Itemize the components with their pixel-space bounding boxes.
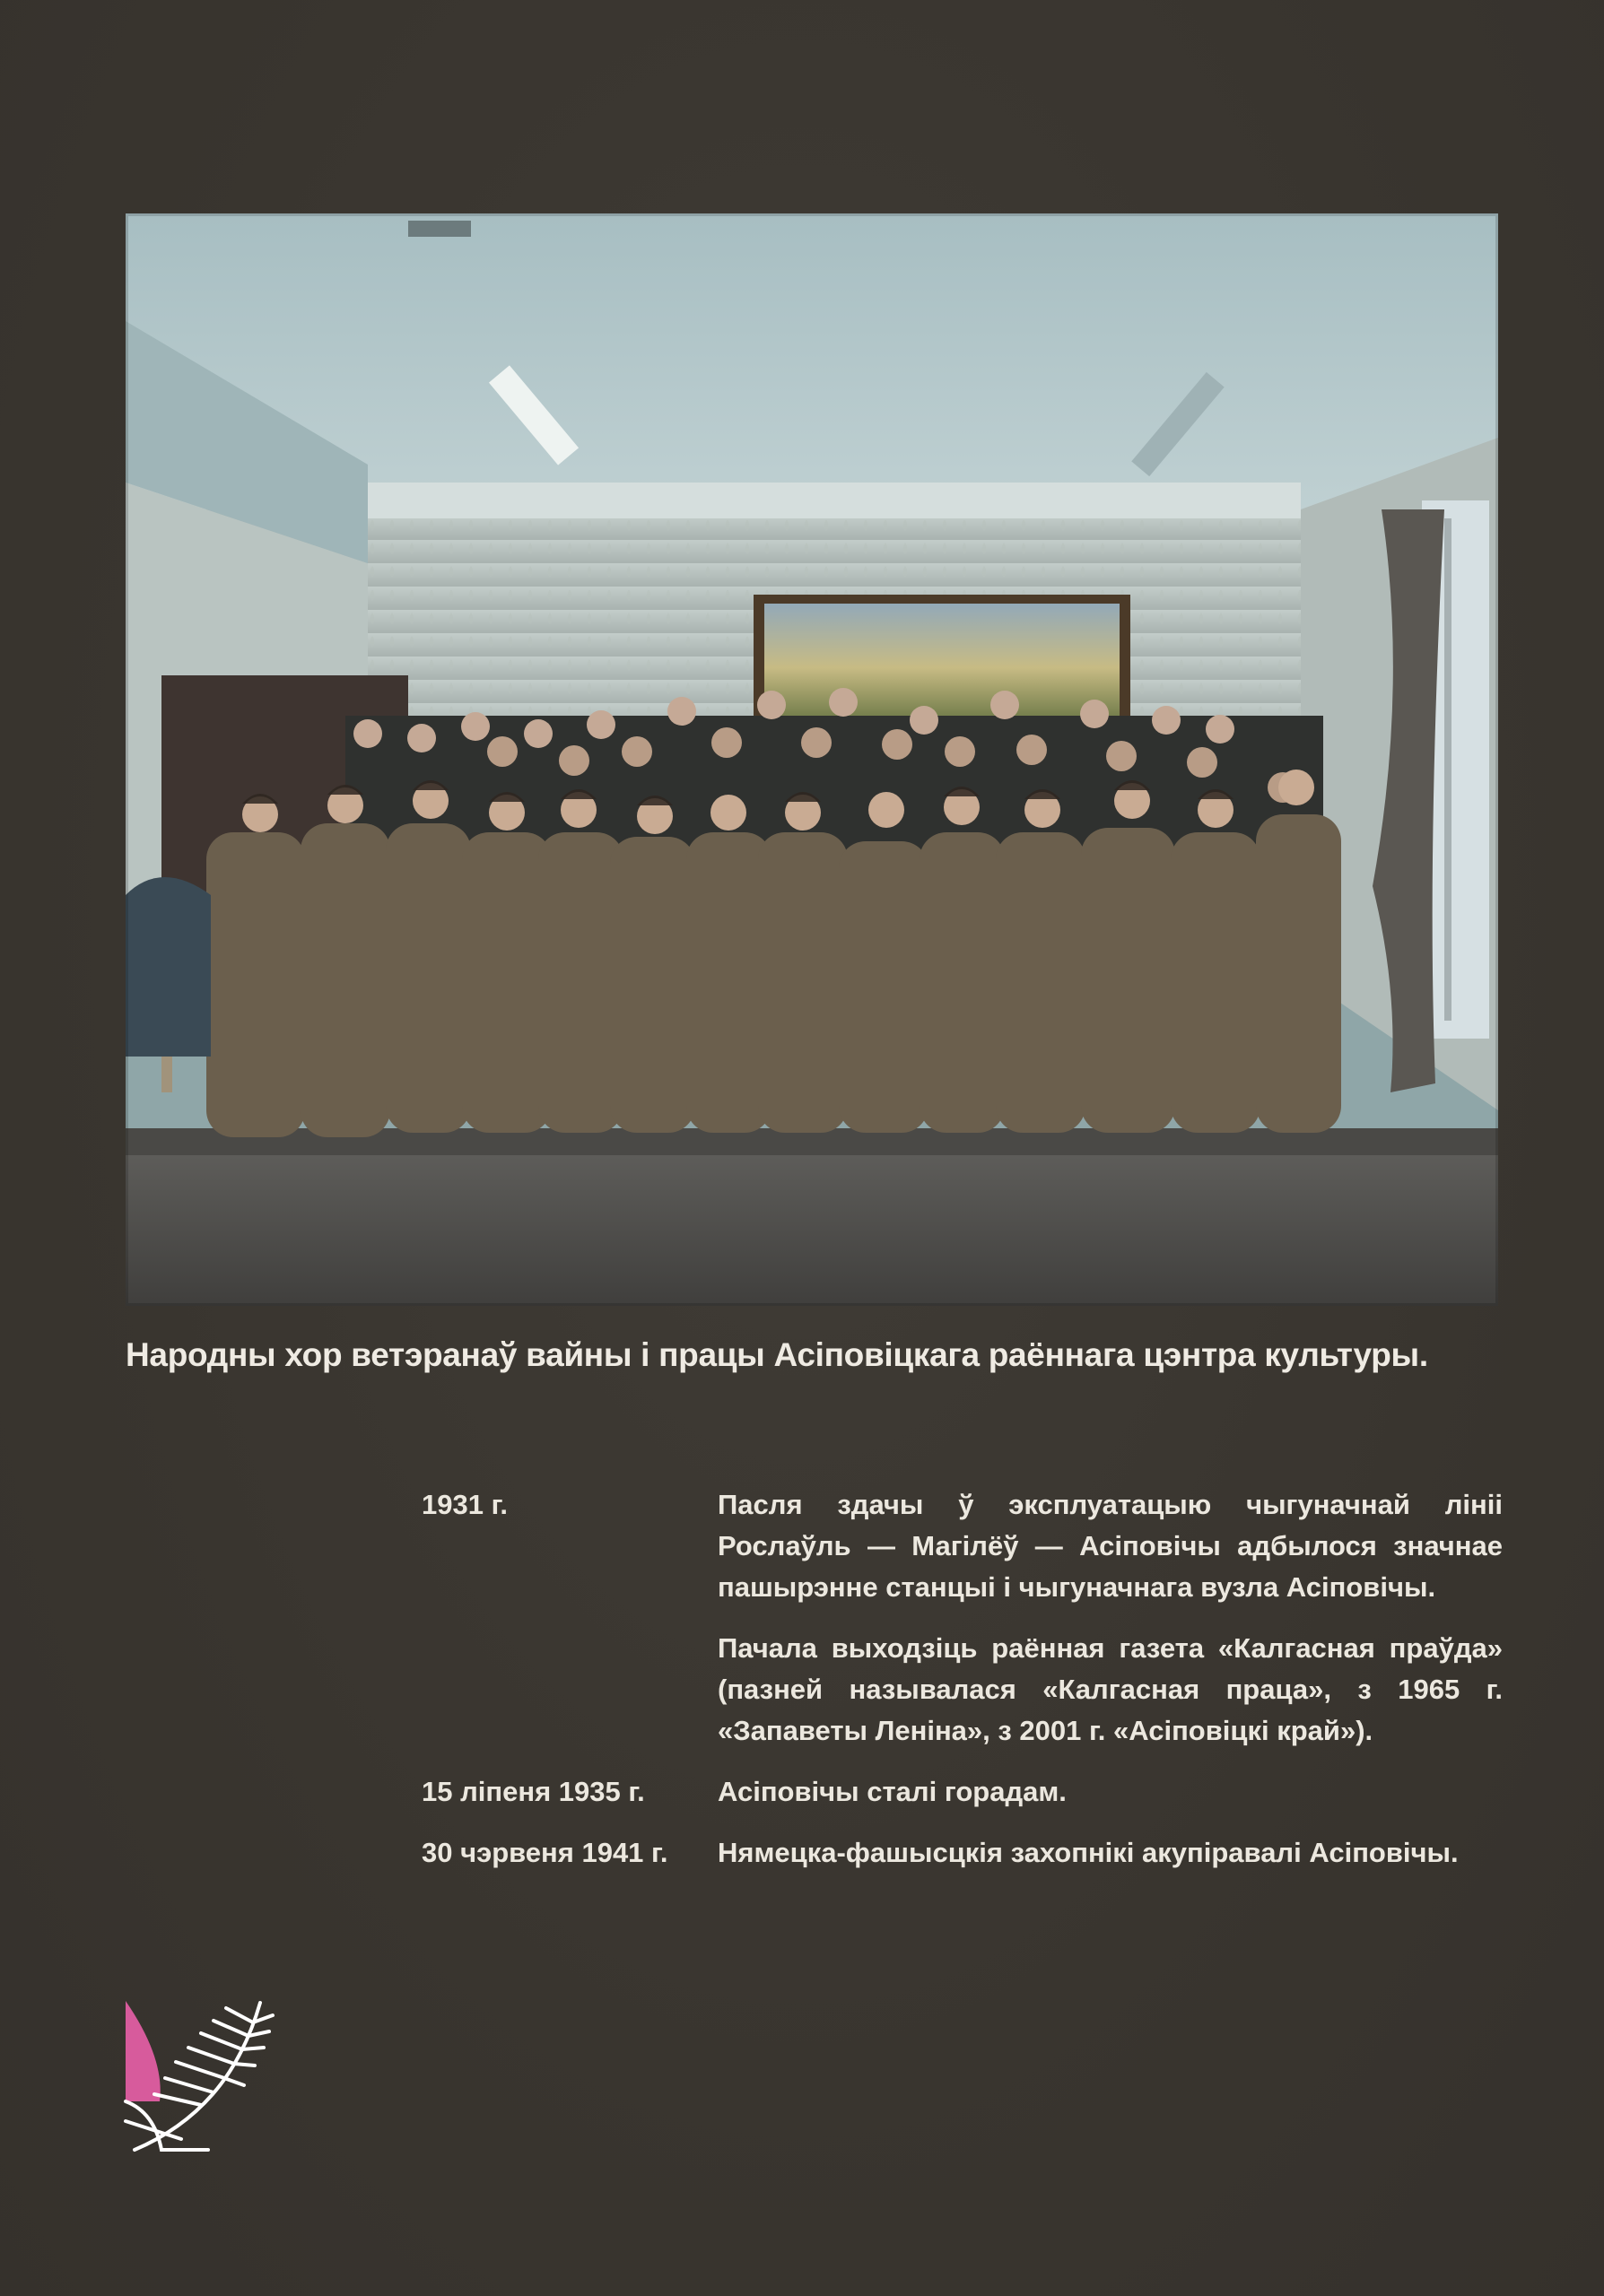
choir-photo bbox=[126, 213, 1498, 1306]
entry-text: Пасля здачы ў эксплуатацыю чыгуначнай лініі Рослаўль — Магілёў — Асіповічы адбылося значнае пашырэнне станцыі і чыгуначнага вузла Асіповічы. bbox=[718, 1489, 1503, 1603]
chronology-entry bbox=[422, 1771, 1503, 1813]
entry-date: 1931 г. bbox=[422, 1489, 508, 1520]
chronology bbox=[422, 1484, 1503, 1874]
chronology-entry bbox=[422, 1832, 1503, 1874]
entry-text: Нямецка-фашысцкія захопнікі акупіравалі Асіповічы. bbox=[718, 1837, 1459, 1868]
fern-leaf-logo-icon bbox=[118, 1996, 280, 2157]
entry-text: Асіповічы сталі горадам. bbox=[718, 1776, 1067, 1807]
entry-date: 30 чэрвеня 1941 г. bbox=[422, 1837, 668, 1868]
entry-date: 15 ліпеня 1935 г. bbox=[422, 1776, 645, 1807]
chronology-entry bbox=[422, 1484, 1503, 1752]
photo-caption: Народны хор ветэранаў вайны і працы Асіповіцкага раённага цэнтра культуры. bbox=[126, 1336, 1428, 1373]
entry-texts bbox=[718, 1832, 1503, 1874]
entry-texts bbox=[718, 1484, 1503, 1752]
entry-texts bbox=[718, 1771, 1503, 1813]
entry-text: Пачала выходзіць раённая газета «Калгасная праўда» (пазней называлася «Калгасная праца», з 1965 г. «Запаветы Леніна», з 2001 г. «Асіповіцкі край»). bbox=[718, 1632, 1503, 1746]
